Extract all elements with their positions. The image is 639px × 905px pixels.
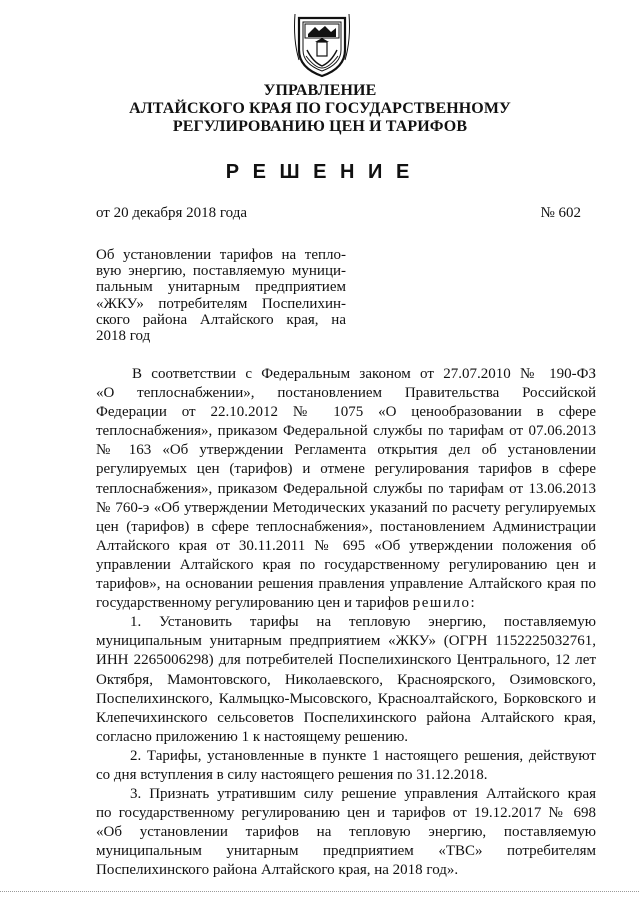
document-title: Р Е Ш Е Н И Е xyxy=(225,161,414,183)
body-line: управлении Алтайского края по государственному регулированию цен и xyxy=(96,556,596,573)
document-date: от 20 декабря 2018 года xyxy=(96,205,248,221)
body-line: ИНН 2265006298) для потребителей Поспелихинского Центрального, 12 лет xyxy=(96,652,596,669)
body-line: теплоснабжения», приказом Федеральной службы по тарифам от 07.06.2013 xyxy=(96,423,596,440)
subject-line: 2018 год xyxy=(96,328,151,345)
subject-line: Об установлении тарифов на тепло- xyxy=(96,247,346,263)
body-line: Клепечихинского сельсоветов Поспелихинского района Алтайского края, xyxy=(96,709,596,726)
body-line: теплоснабжения», приказом Федеральной службы по тарифам от 13.06.2013 xyxy=(96,480,596,497)
body-line: муниципальным унитарным предприятием «ТВС» потребителям xyxy=(96,843,596,860)
subject-line: «ЖКУ» потребителям Поспелихин- xyxy=(96,295,346,312)
body-line: Поспелихинского, Калмыцко-Мысовского, Красноалтайского, Борковского и xyxy=(96,690,596,707)
body-line: 3. Признать утратившим силу решение управления Алтайского края xyxy=(130,786,596,803)
body-line: по государственному регулированию цен и тарифов от 19.12.2017 № 698 xyxy=(96,805,596,822)
org-name-line-3: РЕГУЛИРОВАНИЮ ЦЕН И ТАРИФОВ xyxy=(172,118,468,135)
body-line: Октября, Мамонтовского, Николаевского, Красноярского, Озимовского, xyxy=(96,671,596,688)
body-line: 2. Тарифы, установленные в пункте 1 настоящего решения, действуют xyxy=(130,747,596,764)
body-line: муниципальным унитарным предприятием «ЖКУ» (ОГРН 1152225032761, xyxy=(96,633,596,650)
body-line: регулируемых цен (тарифов) и отмене регулирования тарифов в сфере xyxy=(96,461,596,478)
coat-of-arms-emblem-icon xyxy=(291,10,353,80)
body-line: тарифов», на основании решения правления управление Алтайского края по xyxy=(96,576,596,593)
page-bottom-divider xyxy=(0,891,639,892)
body-line: «О теплоснабжении», постановлением Правительства Российской xyxy=(96,385,596,402)
body-resolution-word: решило: xyxy=(412,595,477,612)
body-line: Алтайского края от 30.11.2011 № 695 «Об утверждении положения об xyxy=(96,537,596,554)
body-line-text: государственному регулированию цен и тарифов xyxy=(96,595,410,612)
body-line: В соответствии с Федеральным законом от 27.07.2010 № 190-ФЗ xyxy=(132,366,596,382)
body-line: со дня вступления в силу настоящего решения по 31.12.2018. xyxy=(96,766,488,783)
body-line: цен (тарифов) в сфере теплоснабжения», постановлением Администрации xyxy=(96,518,596,535)
subject-line: пальным унитарным предприятием xyxy=(96,279,346,296)
document-number: № 602 xyxy=(540,205,581,221)
body-line: Поспелихинского района Алтайского края, на 2018 год». xyxy=(96,862,459,879)
body-line: согласно приложению 1 к настоящему решению. xyxy=(96,728,409,745)
org-name-line-1: УПРАВЛЕНИЕ xyxy=(263,82,377,99)
document-body xyxy=(96,365,596,881)
body-line: 1. Установить тарифы на тепловую энергию, поставляемую xyxy=(130,614,596,631)
body-line: Федерации от 22.10.2012 № 1075 «О ценообразовании в сфере xyxy=(96,404,596,421)
subject-line: вую энергию, поставляемую муници- xyxy=(96,263,346,280)
body-line xyxy=(96,594,596,613)
subject-line: ского района Алтайского края, на xyxy=(96,311,346,328)
body-line: № 163 «Об утверждении Регламента открытия дел об установлении xyxy=(96,442,596,459)
org-name-line-2: АЛТАЙСКОГО КРАЯ ПО ГОСУДАРСТВЕННОМУ xyxy=(129,100,511,117)
body-line: № 760-э «Об утверждении Методических указаний по расчету регулируемых xyxy=(96,499,596,516)
subject-block xyxy=(96,247,346,344)
body-line: «Об установлении тарифов на тепловую энергию, поставляемую xyxy=(96,824,596,841)
